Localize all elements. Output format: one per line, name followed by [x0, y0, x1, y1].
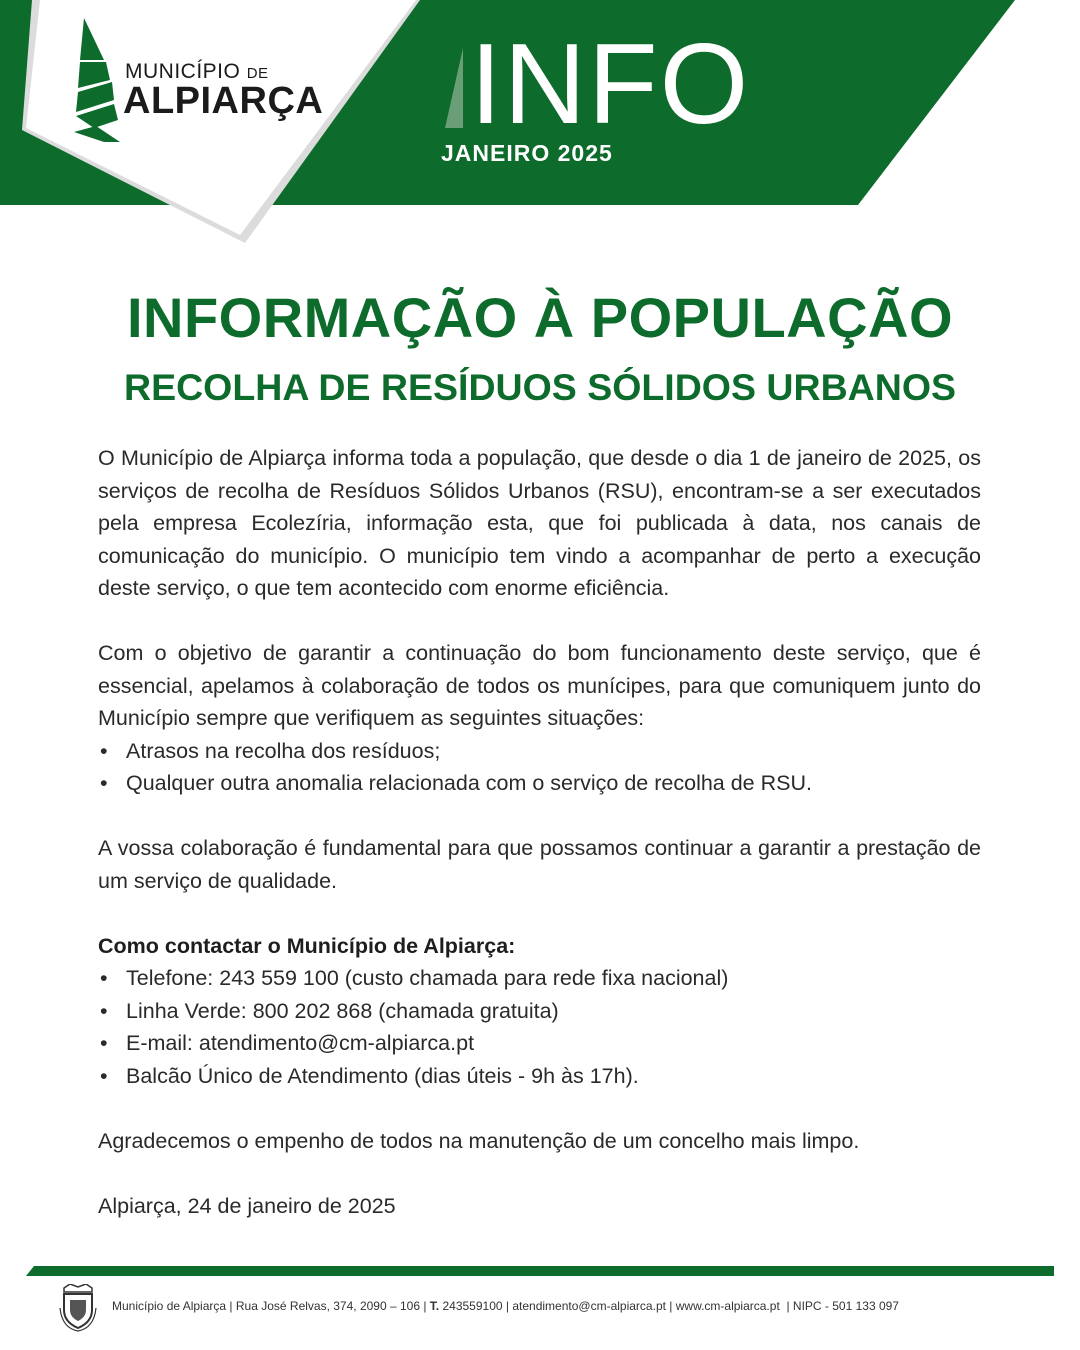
- paragraph-intro: O Município de Alpiarça informa toda a população, que desde o dia 1 de janeiro de 2025, os serviços de recolha de Resíduos Sólidos Urbanos (RSU), encontram-se a ser executados pela empresa Ecolezíria, informação esta, que foi publicada à data, nos canais de comunicação do município. O município tem vindo a acompanhar de perto a execução deste serviço, o que tem acontecido com enorme eficiência.: [98, 446, 981, 600]
- footer-address: Rua José Relvas, 374, 2090 – 106: [235, 1299, 420, 1313]
- municipal-seal-icon: [58, 1284, 98, 1332]
- contact-email: • E-mail: atendimento@cm-alpiarca.pt: [98, 1027, 981, 1060]
- paragraph-appeal: Com o objetivo de garantir a continuação do bom funcionamento deste serviço, que é essencial, apelamos à colaboração de todos os munícipes, para que comuniquem junto do Município sempre que verifiquem as seguintes situações:: [98, 641, 981, 730]
- contact-green-line: • Linha Verde: 800 202 868 (chamada gratuita): [98, 995, 981, 1028]
- footer-org: Município de Alpiarça: [112, 1299, 227, 1313]
- footer-phone: 243559100: [442, 1299, 503, 1313]
- contacts-list: [98, 962, 981, 1092]
- contact-counter: • Balcão Único de Atendimento (dias úteis - 9h às 17h).: [98, 1060, 981, 1093]
- paragraph-thanks: Agradecemos o empenho de todos na manutenção de um concelho mais limpo.: [98, 1128, 860, 1153]
- paragraph-collaboration: A vossa colaboração é fundamental para que possamos continuar a garantir a prestação de um serviço de qualidade.: [98, 836, 981, 893]
- logo-municipio: MUNICÍPIO DE: [125, 60, 269, 83]
- footer-email: atendimento@cm-alpiarca.pt: [512, 1299, 666, 1313]
- situations-list: [98, 735, 981, 800]
- footer-website: www.cm-alpiarca.pt: [675, 1299, 780, 1313]
- info-heading: INFO: [470, 21, 751, 148]
- notice-body: [98, 442, 981, 1222]
- contact-heading: Como contactar o Município de Alpiarça:: [98, 933, 516, 958]
- list-item: • Atrasos na recolha dos resíduos;: [98, 735, 981, 768]
- list-item: • Qualquer outra anomalia relacionada com o serviço de recolha de RSU.: [98, 767, 981, 800]
- signoff: Alpiarça, 24 de janeiro de 2025: [98, 1193, 396, 1218]
- header-banner: [0, 0, 1080, 250]
- footer-divider: [0, 1262, 1080, 1278]
- footer-phone-label: T.: [429, 1299, 440, 1313]
- page-title: INFORMAÇÃO À POPULAÇÃO: [126, 286, 954, 349]
- page-subtitle: RECOLHA DE RESÍDUOS SÓLIDOS URBANOS: [123, 366, 956, 408]
- footer-nipc: NIPC - 501 133 097: [792, 1299, 899, 1313]
- contact-phone: • Telefone: 243 559 100 (custo chamada para rede fixa nacional): [98, 962, 981, 995]
- logo-alpiarca: ALPIARÇA: [123, 80, 324, 122]
- info-date: JANEIRO 2025: [441, 140, 613, 166]
- footer-contacts: Município de Alpiarça | Rua José Relvas, 374, 2090 – 106 | T. 243559100 | atendimento@cm-alpiarca.pt | www.cm-alpiarca.pt | NIPC - 501 133 097: [112, 1299, 899, 1313]
